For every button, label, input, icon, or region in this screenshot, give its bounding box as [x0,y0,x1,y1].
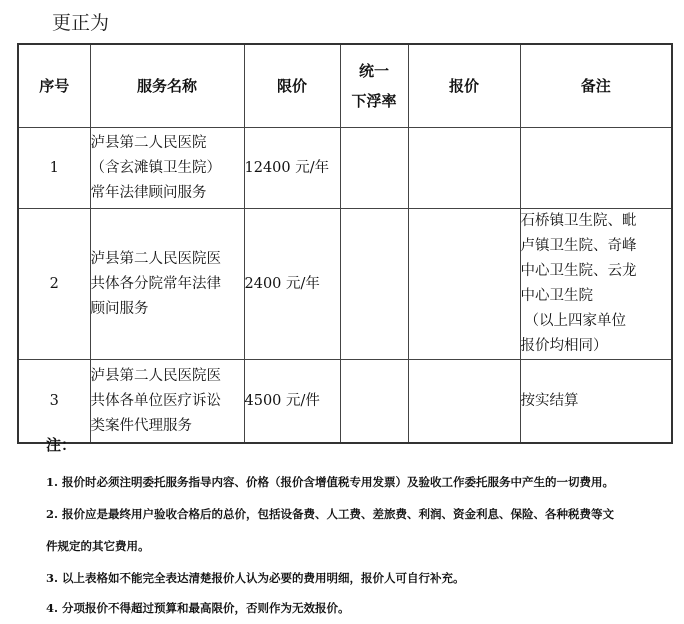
table-row [18,128,672,209]
service-table [17,43,673,444]
note-item-2-continued: 件规定的其它费用。 [46,539,150,553]
note-item-1: 1. 报价时必须注明委托服务指导内容、价格（报价含增值税专用发票）及验收工作委托服务中产生的一切费用。 [46,475,615,489]
header-quote: 报价 [408,44,520,128]
cell-quote[interactable] [408,360,520,444]
remark-line: 中心卫生院 [520,288,593,304]
remark-line: 报价均相同） [520,338,608,354]
service-line: 泸县第二人民医院医 [90,250,221,267]
service-line: 泸县第二人民医院医 [90,367,221,384]
cell-service-name [90,360,244,444]
cell-seq: 2 [18,209,90,360]
cell-service-name [90,128,244,209]
notes-title: 注： [46,436,77,454]
cell-service-name [90,209,244,360]
cell-remark [520,360,672,444]
remark-line: 按实结算 [520,392,579,409]
table-header-row [18,44,672,128]
cell-discount-rate[interactable] [340,209,408,360]
remark-line: 中心卫生院、云龙 [520,263,637,279]
header-service-name: 服务名称 [90,44,244,128]
cell-remark [520,128,672,209]
service-line: 常年法律顾问服务 [90,184,207,201]
cell-price-limit: 4500 元/件 [244,360,340,444]
page-heading: 更正为 [52,12,110,34]
table-row [18,360,672,444]
cell-remark [520,209,672,360]
service-line: 顾问服务 [90,300,149,317]
service-line: 共体各分院常年法律 [90,275,221,292]
service-line: 类案件代理服务 [90,417,192,434]
service-line: 泸县第二人民医院 [90,134,207,151]
table-row [18,209,672,360]
note-item-3: 3. 以上表格如不能完全表达清楚报价人认为必要的费用明细，报价人可自行补充。 [46,571,465,585]
remark-line: （以上四家单位 [524,313,626,329]
service-line: 共体各单位医疗诉讼 [90,392,221,409]
cell-discount-rate[interactable] [340,360,408,444]
header-discount-rate [340,44,408,128]
cell-discount-rate[interactable] [340,128,408,209]
header-rate-line1: 统一 [358,62,389,80]
note-item-2: 2. 报价应是最终用户验收合格后的总价，包括设备费、人工费、差旅费、利润、资金利息、保险、各种税费等文 [46,507,615,521]
header-seq: 序号 [18,44,90,128]
cell-price-limit: 12400 元/年 [244,128,340,209]
cell-seq: 3 [18,360,90,444]
note-item-4: 4. 分项报价不得超过预算和最高限价，否则作为无效报价。 [46,601,350,615]
remark-line: 石桥镇卫生院、毗 [520,213,637,229]
cell-quote[interactable] [408,128,520,209]
remark-line: 卢镇卫生院、奇峰 [520,238,637,254]
header-remark: 备注 [520,44,672,128]
cell-quote[interactable] [408,209,520,360]
header-price-limit: 限价 [244,44,340,128]
service-line: （含玄滩镇卫生院） [90,159,221,176]
cell-seq: 1 [18,128,90,209]
header-rate-line2: 下浮率 [351,92,397,110]
cell-price-limit: 2400 元/年 [244,209,340,360]
